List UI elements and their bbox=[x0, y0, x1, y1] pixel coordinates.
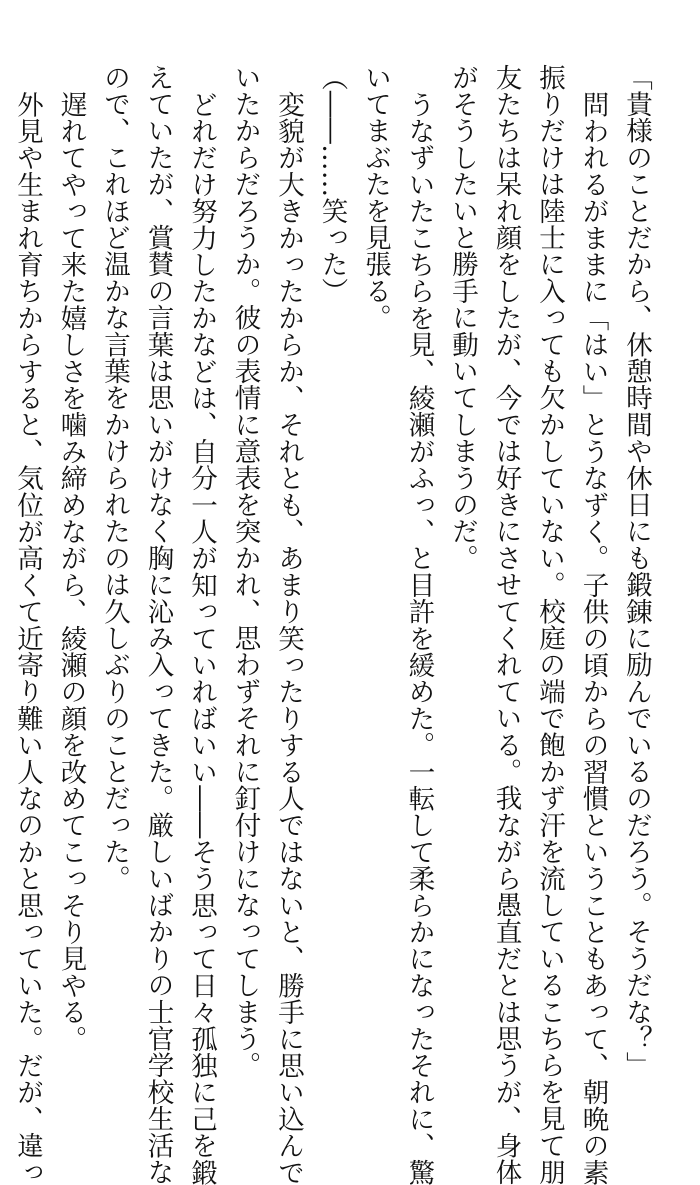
text-line: うなずいたこちらを見、綾瀬がふっ、と目許を緩めた。一転して柔らかになったそれに、驚 bbox=[403, 90, 435, 1185]
text-line: 外見や生まれ育ちからすると、気位が高くて近寄り難い人なのかと思っていた。だが、違っ bbox=[12, 90, 43, 1185]
text-line: えていたが、賞賛の言葉は思いがけなく胸に沁み入ってきた。厳しいばかりの士官学校生活な bbox=[142, 64, 174, 1185]
vertical-text-body bbox=[12, 64, 658, 1185]
text-line: 友たちは呆れ顔をしたが、今では好きにさせてくれている。我ながら愚直だとは思うが、身体 bbox=[490, 64, 522, 1185]
text-line: いてまぶたを見張る。 bbox=[360, 64, 391, 331]
text-line: いたからだろうか。彼の表情に意表を突かれ、思わずそれに釘付けになってしまう。 bbox=[229, 64, 261, 1079]
text-line: ので、これほど温かな言葉をかけられたのは久しぶりのことだった。 bbox=[99, 64, 130, 892]
text-line: 振りだけは陸士に入っても欠かしていない。校庭の端で飽かず汗を流しているこちらを見て朋 bbox=[534, 64, 565, 1185]
text-line: どれだけ努力したかなどは、自分一人が知っていればいい――そう思って日々孤独に己を鍛 bbox=[186, 90, 217, 1185]
text-line: がそうしたいと勝手に動いてしまうのだ。 bbox=[447, 64, 478, 572]
text-line: （――……笑った） bbox=[316, 64, 348, 305]
text-line: 変貌が大きかったからか、それとも、あまり笑ったりする人ではないと、勝手に思い込んで bbox=[273, 90, 304, 1185]
text-line: 遅れてやって来た嬉しさを噛み締めながら、綾瀬の顔を改めてこっそり見やる。 bbox=[55, 90, 87, 1052]
text-line: 「貴様のことだから、休憩時間や休日にも鍛錬に励んでいるのだろう。そうだな？」 bbox=[621, 64, 652, 1079]
text-line: 問われるがままに「はい」とうなずく。子供の頃からの習慣ということもあって、朝晩の素 bbox=[577, 90, 609, 1185]
text-line bbox=[0, 64, 6, 969]
